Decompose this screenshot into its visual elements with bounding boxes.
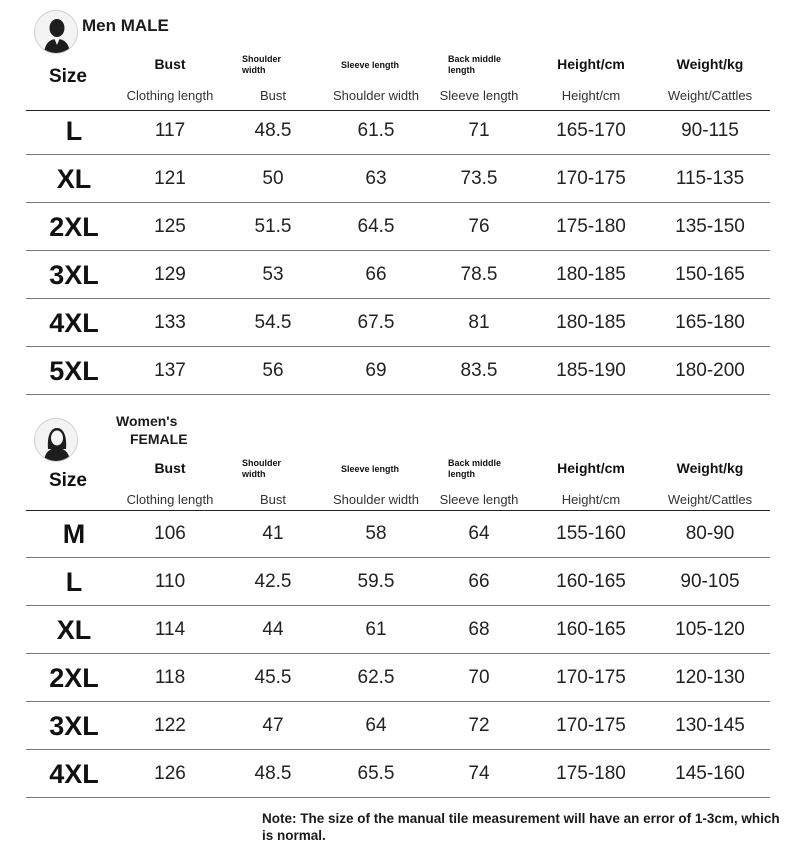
size-cell: XL <box>56 615 92 645</box>
table-row <box>0 107 790 155</box>
value-cell: 145-160 <box>675 763 745 784</box>
size-cell: 3XL <box>49 260 99 290</box>
value-cell: 62.5 <box>357 667 395 688</box>
header-sublabel: Sleeve length <box>439 492 519 507</box>
value-cell: 170-175 <box>556 168 626 189</box>
value-cell: 180-200 <box>675 360 745 381</box>
size-cell: M <box>62 519 86 549</box>
value-cell: 117 <box>154 120 186 141</box>
men-size-label: Size <box>48 66 88 87</box>
value-cell: 106 <box>154 523 186 544</box>
value-cell: 69 <box>365 360 387 381</box>
value-cell: 180-185 <box>556 312 626 333</box>
value-cell: 115-135 <box>675 168 745 189</box>
value-cell: 56 <box>262 360 284 381</box>
value-cell: 72 <box>468 715 490 736</box>
value-cell: 48.5 <box>254 763 292 784</box>
value-cell: 66 <box>365 264 387 285</box>
header-sublabel: Shoulder width <box>333 492 419 507</box>
value-cell: 70 <box>468 667 490 688</box>
value-cell: 135-150 <box>675 216 745 237</box>
value-cell: 68 <box>468 619 490 640</box>
value-cell: 81 <box>468 312 490 333</box>
table-row <box>0 299 790 347</box>
male-avatar-icon <box>34 10 78 54</box>
value-cell: 42.5 <box>254 571 292 592</box>
value-cell: 83.5 <box>460 360 498 381</box>
value-cell: 71 <box>468 120 490 141</box>
header-sublabel: Clothing length <box>126 88 214 103</box>
header-sublabel: Weight/Cattles <box>667 88 753 103</box>
row-divider <box>26 797 770 798</box>
value-cell: 110 <box>154 571 186 592</box>
value-cell: 74 <box>468 763 490 784</box>
value-cell: 59.5 <box>357 571 395 592</box>
header-label: Back middle length <box>448 54 502 75</box>
value-cell: 130-145 <box>675 715 745 736</box>
table-row <box>0 558 790 606</box>
header-label: Weight/kg <box>676 56 744 72</box>
value-cell: 122 <box>154 715 186 736</box>
value-cell: 63 <box>365 168 387 189</box>
value-cell: 126 <box>154 763 186 784</box>
value-cell: 180-185 <box>556 264 626 285</box>
value-cell: 53 <box>262 264 284 285</box>
table-row <box>0 203 790 251</box>
value-cell: 175-180 <box>556 763 626 784</box>
value-cell: 120-130 <box>675 667 745 688</box>
header-label: Shoulder width <box>242 54 282 75</box>
value-cell: 67.5 <box>357 312 395 333</box>
value-cell: 76 <box>468 216 490 237</box>
value-cell: 121 <box>154 168 186 189</box>
value-cell: 125 <box>154 216 186 237</box>
value-cell: 160-165 <box>556 619 626 640</box>
value-cell: 165-170 <box>556 120 626 141</box>
value-cell: 65.5 <box>357 763 395 784</box>
value-cell: 61.5 <box>357 120 395 141</box>
size-cell: 2XL <box>49 212 99 242</box>
value-cell: 47 <box>262 715 284 736</box>
header-label: Height/cm <box>557 460 625 476</box>
value-cell: 175-180 <box>556 216 626 237</box>
value-cell: 64 <box>468 523 490 544</box>
measurement-note: Note: The size of the manual tile measurement will have an error of 1-3cm, which is normal. <box>262 811 780 843</box>
row-divider <box>26 394 770 395</box>
value-cell: 170-175 <box>556 715 626 736</box>
value-cell: 170-175 <box>556 667 626 688</box>
table-row <box>0 155 790 203</box>
value-cell: 58 <box>365 523 387 544</box>
size-cell: 5XL <box>49 356 99 386</box>
header-label: Sleeve length <box>341 464 400 474</box>
size-cell: L <box>65 116 83 146</box>
value-cell: 133 <box>154 312 186 333</box>
women-title-line2: FEMALE <box>130 431 188 447</box>
header-sublabel: Height/cm <box>561 492 621 507</box>
women-section-title <box>116 412 188 448</box>
value-cell: 44 <box>262 619 284 640</box>
header-sublabel: Sleeve length <box>439 88 519 103</box>
header-label: Height/cm <box>557 56 625 72</box>
value-cell: 155-160 <box>556 523 626 544</box>
table-row <box>0 702 790 750</box>
header-label: Back middle length <box>448 458 502 479</box>
value-cell: 48.5 <box>254 120 292 141</box>
header-sublabel: Weight/Cattles <box>667 492 753 507</box>
value-cell: 51.5 <box>254 216 292 237</box>
header-label: Sleeve length <box>341 60 400 70</box>
value-cell: 185-190 <box>556 360 626 381</box>
value-cell: 105-120 <box>675 619 745 640</box>
women-size-label: Size <box>48 470 88 491</box>
value-cell: 150-165 <box>675 264 745 285</box>
value-cell: 165-180 <box>675 312 745 333</box>
value-cell: 160-165 <box>556 571 626 592</box>
value-cell: 64 <box>365 715 387 736</box>
value-cell: 129 <box>154 264 186 285</box>
header-sublabel: Bust <box>259 492 286 507</box>
value-cell: 78.5 <box>460 264 498 285</box>
size-cell: 3XL <box>49 711 99 741</box>
table-row <box>0 750 790 798</box>
men-section-title: Men MALE <box>82 16 169 35</box>
value-cell: 137 <box>154 360 186 381</box>
header-label: Bust <box>154 460 186 476</box>
value-cell: 45.5 <box>254 667 292 688</box>
size-cell: XL <box>56 164 92 194</box>
table-row <box>0 251 790 299</box>
header-sublabel: Clothing length <box>126 492 214 507</box>
women-title-line1: Women's <box>116 413 178 429</box>
value-cell: 54.5 <box>254 312 292 333</box>
table-row <box>0 606 790 654</box>
size-cell: L <box>65 567 83 597</box>
value-cell: 114 <box>154 619 186 640</box>
value-cell: 80-90 <box>685 523 735 544</box>
female-avatar-icon <box>34 418 78 462</box>
men-size-section <box>0 0 790 400</box>
header-sublabel: Bust <box>259 88 286 103</box>
table-row <box>0 510 790 558</box>
header-label: Weight/kg <box>676 460 744 476</box>
size-cell: 2XL <box>49 663 99 693</box>
value-cell: 66 <box>468 571 490 592</box>
value-cell: 90-105 <box>680 571 740 592</box>
size-cell: 4XL <box>49 759 99 789</box>
size-cell: 4XL <box>49 308 99 338</box>
value-cell: 90-115 <box>681 120 739 141</box>
value-cell: 64.5 <box>357 216 395 237</box>
value-cell: 73.5 <box>460 168 498 189</box>
header-label: Bust <box>154 56 186 72</box>
women-size-section <box>0 404 790 804</box>
value-cell: 118 <box>154 667 186 688</box>
header-label: Shoulder width <box>242 458 282 479</box>
table-row <box>0 347 790 395</box>
table-row <box>0 654 790 702</box>
value-cell: 41 <box>262 523 284 544</box>
value-cell: 61 <box>365 619 387 640</box>
header-sublabel: Height/cm <box>561 88 621 103</box>
header-sublabel: Shoulder width <box>333 88 419 103</box>
value-cell: 50 <box>262 168 284 189</box>
